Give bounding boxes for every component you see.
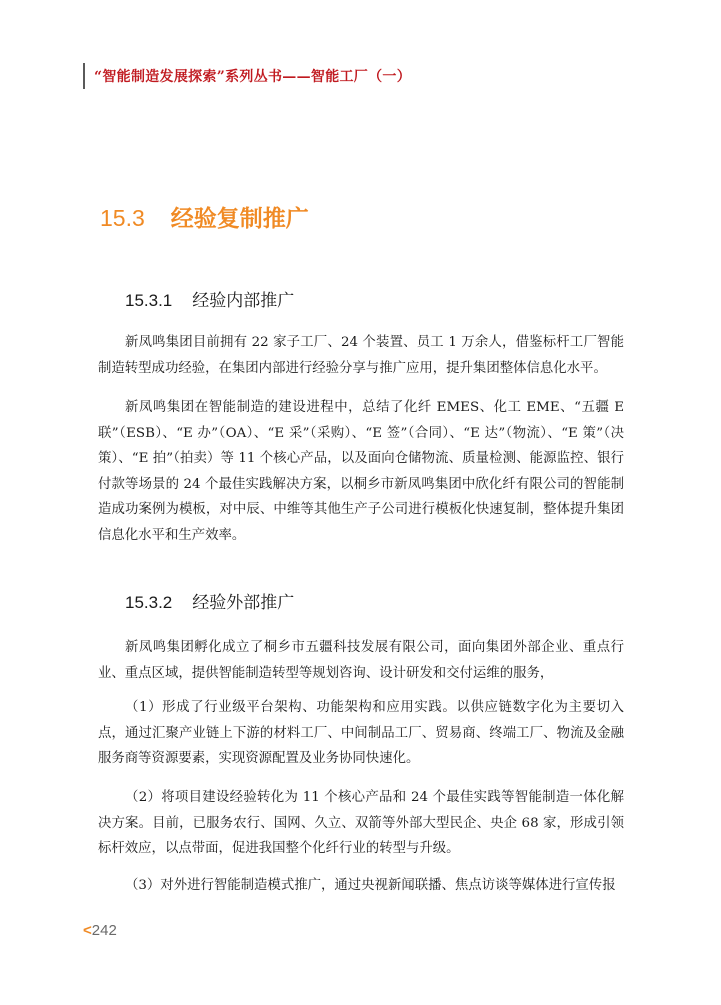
header-divider [83,63,85,89]
running-header [83,63,411,89]
series-title: “智能制造发展探索”系列丛书——智能工厂（一） [94,69,412,85]
paragraph: 新凤鸣集团孵化成立了桐乡市五疆科技发展有限公司，面向集团外部企业、重点行业、重点区域，提供智能制造转型等规划咨询、设计研发和交付运维的服务， [98,640,624,681]
subsection-number: 15.3.2 [125,593,173,612]
subsection-heading-internal [125,286,294,311]
subsection-title: 经验外部推广 [192,593,295,612]
subsection-heading-external [125,588,294,613]
section-heading [100,200,309,233]
page-marker-icon: < [83,922,92,939]
paragraph: 新凤鸣集团在智能制造的建设进程中，总结了化纤 EMES、化工 EME、“五疆 E 联”（ESB）、“E 办”（OA）、“E 采”（采购）、“E 签”（合同）、“E 达”（物流）、“E 策”（决策）、“E 拍”（拍卖）等 11 个核心产品，以及面向仓储物流、质量检测、能源监控、银行付款等场景的 24 个最佳实践解决方案，以桐乡市新凤鸣集团中欣化纤有限公司的智能制造成功案例为模板，对中辰、中维等其他生产子公司进行模板化快速复制，整体提升集团信息化水平和生产效率。 [98,400,624,543]
page-number [83,922,117,939]
paragraph: （1）形成了行业级平台架构、功能架构和应用实践。以供应链数字化为主要切入点，通过汇聚产业链上下游的材料工厂、中间制品工厂、贸易商、终端工厂、物流及金融服务商等资源要素，实现资源配置及业务协同快速化。 [98,700,624,766]
paragraph: 新凤鸣集团目前拥有 22 家子工厂、24 个装置、员工 1 万余人，借鉴标杆工厂智能制造转型成功经验，在集团内部进行经验分享与推广应用，提升集团整体信息化水平。 [98,335,624,376]
section-title: 经验复制推广 [170,205,309,231]
section-number: 15.3 [100,205,145,231]
page-number-value: 242 [91,922,117,939]
subsection-title: 经验内部推广 [192,291,295,310]
paragraph: （2）将项目建设经验转化为 11 个核心产品和 24 个最佳实践等智能制造一体化解决方案。目前，已服务农行、国网、久立、双箭等外部大型民企、央企 68 家，形成引领标杆效应，以点带面，促进我国整个化纤行业的转型与升级。 [98,790,624,856]
paragraph: （3）对外进行智能制造模式推广，通过央视新闻联播、焦点访谈等媒体进行宣传报 [125,878,616,893]
subsection-number: 15.3.1 [125,291,173,310]
